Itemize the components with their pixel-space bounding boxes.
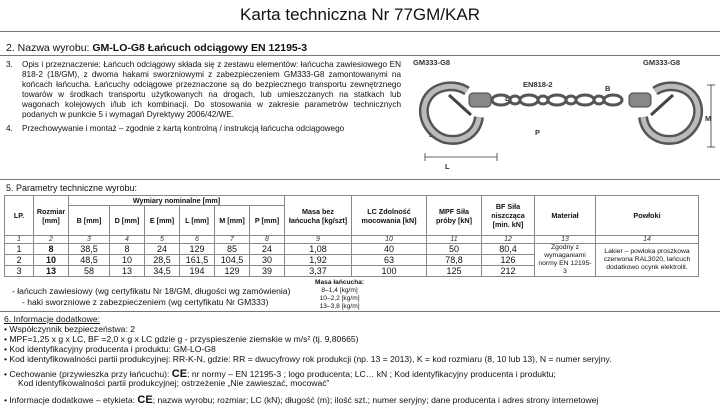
mass-8: 8–1,4 [kg/m]: [321, 287, 358, 294]
dim-M: M: [705, 114, 712, 123]
mass-title: Masa łańcucha:: [315, 279, 365, 286]
description-block: [6, 60, 401, 134]
info-traceability: • Kod identyfikowalności partii produkcyjnej: RR-K-N, gdzie: RR = dwucyfrowy rok produkcji (np. 13 = 2013), K = kod rozmiaru (8, 10 lub 13), N = numer seryjny.: [4, 354, 612, 364]
chain-mass-note: [315, 279, 364, 311]
idx-cell: 6: [180, 236, 215, 244]
cell-mpf: 50: [427, 244, 482, 255]
cell-B: 48,5: [69, 255, 110, 266]
item-number-3: 3.: [6, 60, 13, 69]
cell-bf: 212: [482, 266, 535, 277]
dim-E: E: [429, 130, 435, 139]
cell-P: 24: [250, 244, 285, 255]
label-chain: EN818-2: [523, 80, 553, 89]
label-right-hook: GM333-G8: [643, 58, 681, 67]
product-name-value: GM-LO-G8 Łańcuch odciągowy EN 12195-3: [92, 42, 308, 54]
section5-divider: [0, 311, 720, 312]
cell-lc: 63: [352, 255, 427, 266]
th-P: P [mm]: [250, 206, 285, 236]
dim-P: P: [535, 128, 541, 137]
mass-10: 10–2,2 [kg/m]: [319, 295, 360, 302]
cell-mass: 3,37: [285, 266, 352, 277]
ce-mark-icon: CE: [137, 394, 153, 406]
cell-lp: 1: [5, 244, 34, 255]
cell-D: 10: [110, 255, 145, 266]
th-M: M [mm]: [215, 206, 250, 236]
th-material: Materiał: [535, 196, 596, 236]
cell-B: 58: [69, 266, 110, 277]
info-label: [4, 394, 598, 406]
note-hooks: - haki sworzniowe z zabezpieczeniem (wg certyfikatu Nr GM333): [22, 297, 269, 307]
cell-bf: 126: [482, 255, 535, 266]
idx-cell: 10: [352, 236, 427, 244]
params-heading: 5. Parametry techniczne wyrobu:: [6, 183, 138, 193]
cell-size: 8: [34, 244, 69, 255]
parameters-table: [4, 195, 699, 277]
th-E: E [mm]: [145, 206, 180, 236]
chain-hook-diagram: [405, 55, 717, 175]
cell-D: 13: [110, 266, 145, 277]
mass-13: 13–3,8 [kg/m]: [319, 303, 360, 310]
cell-E: 24: [145, 244, 180, 255]
marking-text: ; nr normy – EN 12195-3 ; logo producenta; LC… kN ; Kod identyfikacyjny producenta i produktu;: [187, 369, 556, 379]
ce-mark-icon: CE: [171, 368, 188, 380]
idx-cell: 2: [34, 236, 69, 244]
cell-size: 10: [34, 255, 69, 266]
item-number-4: 4.: [6, 124, 13, 133]
chain-links-icon: [492, 95, 622, 105]
idx-cell: 1: [5, 236, 34, 244]
note-chain: - łańcuch zawiesiowy (wg certyfikatu Nr 18/GM, długości wg zamówienia): [12, 286, 291, 296]
cell-mpf: 78,8: [427, 255, 482, 266]
th-D: D [mm]: [110, 206, 145, 236]
description-text: Opis i przeznaczenie: Łańcuch odciągowy składa się z zestawu elementów: łańcucha zawiesiowego EN 818-2 (18/GM), z dwoma hakami sworzniowymi z zabezpieczeniem GM333-G8 zamontowanymi na końcach łańcucha. Łańcuchy odciągowe przeznaczone są do bezpiecznego transportu zewnętrznego towarów w środkach transportu użytkowanych na drogach, lub umieszczanych na statkach lub wagonach kolejowych i/lub ich kombinacji. Do stosowania w zakresie parametrów technicznych podanych w punkcie 5 i wymagań Dyrektywy 2006/42/WE.: [22, 60, 401, 119]
cell-E: 28,5: [145, 255, 180, 266]
idx-cell: 8: [250, 236, 285, 244]
th-bf: BF Siła niszcząca [min. kN]: [482, 196, 535, 236]
product-name-label: 2. Nazwa wyrobu:: [6, 42, 93, 54]
cell-D: 8: [110, 244, 145, 255]
cell-P: 30: [250, 255, 285, 266]
label-left-hook: GM333-G8: [413, 58, 451, 67]
cell-M: 85: [215, 244, 250, 255]
th-mpf: MPF Siła próby [kN]: [427, 196, 482, 236]
right-hook-icon: [629, 86, 698, 140]
cell-bf: 80,4: [482, 244, 535, 255]
dim-L: L: [445, 162, 450, 171]
info-heading: 6. Informacje dodatkowe:: [4, 314, 101, 324]
cell-L: 194: [180, 266, 215, 277]
cell-P: 39: [250, 266, 285, 277]
storage-text: Przechowywanie i montaż – zgodnie z kartą kontrolną / instrukcją łańcucha odciągowego: [22, 124, 345, 133]
product-name-line: [6, 42, 307, 54]
cell-M: 104,5: [215, 255, 250, 266]
marking-label: • Cechowanie (przywieszka przy łańcuchu):: [4, 369, 170, 379]
idx-cell: 4: [110, 236, 145, 244]
cell-mpf: 125: [427, 266, 482, 277]
label-label: • Informacje dodatkowe – etykieta:: [4, 395, 136, 405]
components-notes: [12, 286, 290, 308]
cell-mass: 1,08: [285, 244, 352, 255]
idx-cell: 12: [482, 236, 535, 244]
info-id-code: • Kod identyfikacyjny producenta i produktu: GM-LO-G8: [4, 344, 216, 354]
dim-B-right: B: [605, 84, 611, 93]
th-lc: LC Zdolność mocowania [kN]: [352, 196, 427, 236]
idx-cell: 5: [145, 236, 180, 244]
th-coatings: Powłoki: [596, 196, 699, 236]
th-mass: Masa bez łańcucha [kg/szt]: [285, 196, 352, 236]
cell-B: 38,5: [69, 244, 110, 255]
cell-lc: 100: [352, 266, 427, 277]
cell-M: 129: [215, 266, 250, 277]
th-L: L [mm]: [180, 206, 215, 236]
idx-cell: 13: [535, 236, 596, 244]
cell-mass: 1,92: [285, 255, 352, 266]
cell-E: 34,5: [145, 266, 180, 277]
cell-lp: 3: [5, 266, 34, 277]
th-B: B [mm]: [69, 206, 110, 236]
cell-lp: 2: [5, 255, 34, 266]
table-row: [5, 244, 699, 255]
dim-B-left: B: [453, 84, 459, 93]
cell-size: 13: [34, 266, 69, 277]
cell-L: 129: [180, 244, 215, 255]
info-marking-cont: Kod identyfikowalności partii produkcyjnej; ostrzeżenie „Nie zawieszać, mocować”: [18, 378, 330, 388]
left-hook-icon: [424, 86, 491, 140]
idx-cell: 3: [69, 236, 110, 244]
th-size: Rozmiar [mm]: [34, 196, 69, 236]
idx-cell: 14: [596, 236, 699, 244]
column-index-row: [5, 236, 699, 244]
cell-coatings: Lakier – powłoka proszkowa czerwona RAL3020, łańcuch dodatkowo ocynk elektrolit.: [596, 244, 699, 277]
info-safety-factor: • Współczynnik bezpieczeństwa: 2: [4, 324, 136, 334]
cell-L: 161,5: [180, 255, 215, 266]
label-text: ; nazwa wyrobu; rozmiar; LC (kN); długość (m); ilość szt.; numer seryjny; dane producenta i adres strony internetowej: [152, 395, 599, 405]
cell-material: Zgodny z wymaganiami normy EN 12195-3: [535, 244, 596, 277]
th-dims: Wymiary nominalne [mm]: [69, 196, 285, 206]
document-title: Karta techniczna Nr 77GM/KAR: [240, 5, 480, 24]
idx-cell: 11: [427, 236, 482, 244]
th-lp: LP.: [5, 196, 34, 236]
idx-cell: 7: [215, 236, 250, 244]
section4-divider: [0, 179, 720, 180]
info-formula: • MPF=1,25 x g x LC, BF =2,0 x g x LC gdzie g - przyspieszenie ziemskie w m/s² (tj. 9,80665): [4, 334, 359, 344]
cell-lc: 40: [352, 244, 427, 255]
dim-D: D: [505, 94, 511, 103]
idx-cell: 9: [285, 236, 352, 244]
title-divider: [0, 31, 720, 32]
